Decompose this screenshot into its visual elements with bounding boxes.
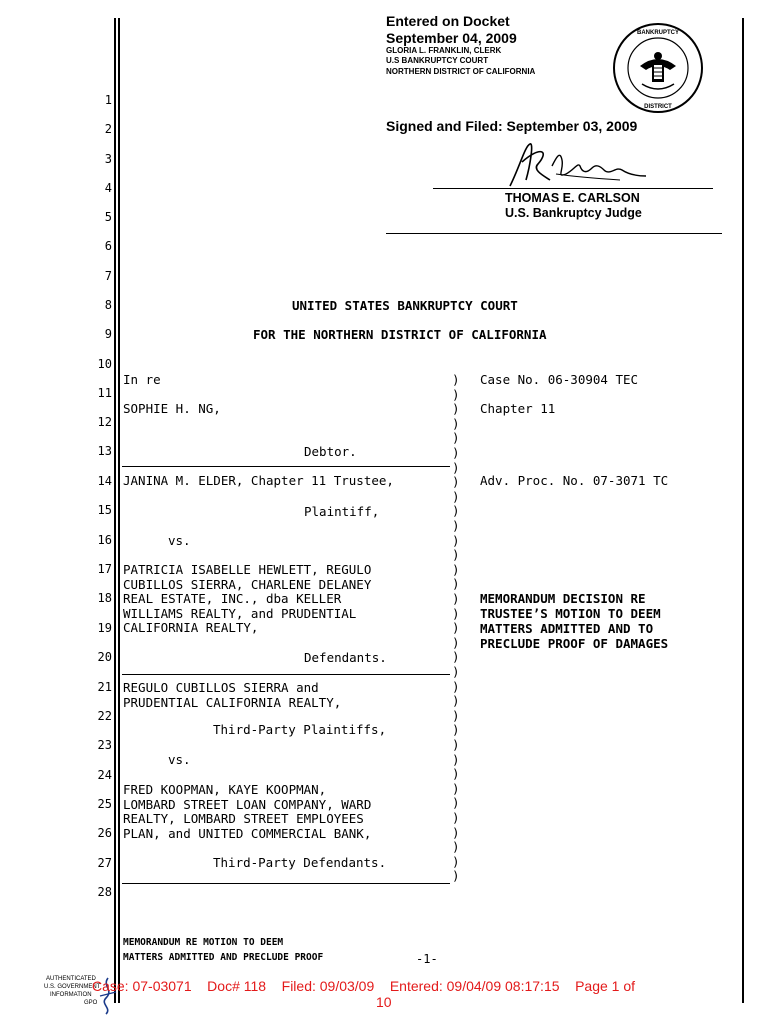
judge-title: U.S. Bankruptcy Judge — [505, 206, 642, 220]
caption-paren: ) — [452, 839, 460, 855]
memo-line: MATTERS ADMITTED AND TO — [480, 621, 654, 636]
left-margin-rule-inner — [118, 18, 120, 1003]
memo-line: TRUSTEE’S MOTION TO DEEM — [480, 606, 661, 621]
district-title: FOR THE NORTHERN DISTRICT OF CALIFORNIA — [253, 327, 547, 342]
svg-text:DISTRICT: DISTRICT — [644, 104, 672, 110]
caption-paren: ) — [452, 532, 460, 548]
case-number: Case No. 06-30904 TEC — [480, 372, 639, 387]
caption-paren: ) — [452, 824, 460, 840]
docket-stamp: Case: 07-03071 Doc# 118 Filed: 09/03/09 Entered: 09/04/09 08:17:15 Page 1 of — [92, 978, 636, 994]
line-number: 11 — [97, 386, 112, 400]
footer-line-2: MATTERS ADMITTED AND PRECLUDE PROOF — [123, 952, 324, 963]
caption-paren: ) — [452, 561, 460, 577]
adversary-number: Adv. Proc. No. 07-3071 TC — [480, 473, 669, 488]
gpo-text-2: U.S. GOVERNMENT — [44, 984, 101, 990]
district-name: NORTHERN DISTRICT OF CALIFORNIA — [386, 67, 536, 76]
defendants-label: Defendants. — [304, 650, 387, 665]
third-party-defendant-line: LOMBARD STREET LOAN COMPANY, WARD — [123, 796, 372, 812]
caption-paren: ) — [452, 751, 460, 767]
line-number: 17 — [97, 562, 112, 576]
defendant-line: CUBILLOS SIERRA, CHARLENE DELANEY — [123, 576, 372, 592]
caption-paren: ) — [452, 415, 460, 431]
third-party-plaintiff-line: REGULO CUBILLOS SIERRA and — [123, 680, 319, 695]
third-party-defendant-line: REALTY, LOMBARD STREET EMPLOYEES — [123, 811, 364, 827]
line-number: 25 — [97, 797, 112, 811]
line-number: 9 — [104, 327, 112, 341]
debtor-label: Debtor. — [304, 444, 357, 459]
caption-rule-1 — [122, 466, 450, 467]
caption-paren: ) — [452, 474, 460, 490]
judge-name: THOMAS E. CARLSON — [505, 191, 640, 205]
chapter: Chapter 11 — [480, 401, 556, 416]
in-re: In re — [123, 372, 161, 387]
caption-paren: ) — [452, 620, 460, 636]
caption-paren: ) — [452, 401, 460, 417]
signed-filed: Signed and Filed: September 03, 2009 — [386, 118, 638, 134]
caption-paren: ) — [452, 722, 460, 738]
line-number: 5 — [104, 210, 112, 224]
caption-paren: ) — [452, 430, 460, 446]
gpo-text-4: GPO — [84, 1000, 98, 1006]
line-number: 28 — [97, 885, 112, 899]
caption-paren: ) — [452, 386, 460, 402]
caption-paren: ) — [452, 664, 460, 679]
signature-line — [433, 188, 713, 189]
court-title: UNITED STATES BANKRUPTCY COURT — [292, 298, 518, 313]
line-number: 1 — [104, 93, 112, 107]
line-number: 12 — [97, 415, 112, 429]
caption-paren: ) — [452, 488, 460, 504]
court-name: U.S BANKRUPTCY COURT — [386, 56, 489, 65]
gpo-text-3: INFORMATION — [50, 992, 92, 998]
caption-paren: ) — [452, 707, 460, 723]
line-number: 2 — [104, 122, 112, 136]
plaintiff-name: JANINA M. ELDER, Chapter 11 Trustee, — [123, 473, 394, 488]
docket-stamp-page-total: 10 — [376, 994, 392, 1010]
line-number: 3 — [104, 152, 112, 166]
defendant-line: REAL ESTATE, INC., dba KELLER — [123, 591, 342, 607]
caption-rule-2 — [122, 674, 450, 675]
third-party-defendant-line: FRED KOOPMAN, KAYE KOOPMAN, — [123, 782, 327, 797]
gpo-text-1: AUTHENTICATED — [46, 976, 96, 982]
caption-paren: ) — [452, 780, 460, 796]
vs-2: vs. — [168, 752, 191, 767]
caption-paren: ) — [452, 591, 460, 606]
line-number: 18 — [97, 591, 112, 605]
line-number: 15 — [97, 503, 112, 517]
line-number: 21 — [97, 680, 112, 694]
line-number: 27 — [97, 856, 112, 870]
line-number: 4 — [104, 181, 112, 195]
header-divider — [386, 233, 722, 234]
line-number: 22 — [97, 709, 112, 723]
left-margin-rule-outer — [114, 18, 116, 1003]
vs-1: vs. — [168, 533, 191, 548]
memo-line: MEMORANDUM DECISION RE — [480, 591, 646, 606]
line-number: 6 — [104, 239, 112, 253]
caption-paren: ) — [452, 795, 460, 811]
defendant-line: PATRICIA ISABELLE HEWLETT, REGULO — [123, 562, 372, 577]
caption-paren: ) — [452, 766, 460, 782]
clerk: GLORIA L. FRANKLIN, CLERK — [386, 46, 502, 55]
caption-paren: ) — [452, 868, 460, 884]
footer-line-1: MEMORANDUM RE MOTION TO DEEM — [123, 937, 284, 948]
third-party-defendant-line: PLAN, and UNITED COMMERCIAL BANK, — [123, 825, 372, 841]
line-number: 13 — [97, 444, 112, 458]
caption-paren: ) — [452, 372, 460, 387]
plaintiff-label: Plaintiff, — [304, 504, 380, 519]
defendant-line: WILLIAMS REALTY, and PRUDENTIAL — [123, 605, 357, 621]
defendant-line: CALIFORNIA REALTY, — [123, 620, 259, 636]
entered-title: Entered on Docket — [386, 13, 510, 29]
court-seal-icon — [612, 22, 704, 114]
page-number: -1- — [416, 952, 438, 966]
judge-signature-icon — [500, 136, 660, 192]
entered-date: September 04, 2009 — [386, 30, 517, 46]
caption-paren: ) — [452, 547, 460, 563]
line-number: 19 — [97, 621, 112, 635]
right-margin-rule — [742, 18, 744, 1003]
caption-paren: ) — [452, 853, 460, 869]
caption-paren: ) — [452, 693, 460, 709]
line-number: 24 — [97, 768, 112, 782]
caption-paren: ) — [452, 649, 460, 665]
svg-text:BANKRUPTCY: BANKRUPTCY — [637, 30, 679, 36]
line-number: 10 — [97, 357, 112, 371]
third-party-plaintiff-line: PRUDENTIAL CALIFORNIA REALTY, — [123, 694, 342, 710]
debtor-name: SOPHIE H. NG, — [123, 401, 221, 416]
caption-paren: ) — [452, 810, 460, 825]
caption-paren: ) — [452, 605, 460, 621]
caption-paren: ) — [452, 518, 460, 533]
line-number: 8 — [104, 298, 112, 312]
third-party-defendants-label: Third-Party Defendants. — [213, 855, 387, 870]
line-number: 23 — [97, 738, 112, 752]
line-number: 26 — [97, 826, 112, 840]
caption-rule-3 — [122, 883, 450, 884]
caption-paren: ) — [452, 634, 460, 650]
caption-paren: ) — [452, 576, 460, 592]
line-number: 20 — [97, 650, 112, 664]
caption-paren: ) — [452, 445, 460, 460]
memo-line: PRECLUDE PROOF OF DAMAGES — [480, 636, 669, 651]
line-number: 14 — [97, 474, 112, 488]
third-party-plaintiffs-label: Third-Party Plaintiffs, — [213, 722, 387, 737]
caption-paren: ) — [452, 503, 460, 519]
caption-paren: ) — [452, 678, 460, 694]
caption-paren: ) — [452, 737, 460, 752]
line-number: 16 — [97, 533, 112, 547]
line-number: 7 — [104, 269, 112, 283]
caption-paren: ) — [452, 459, 460, 475]
